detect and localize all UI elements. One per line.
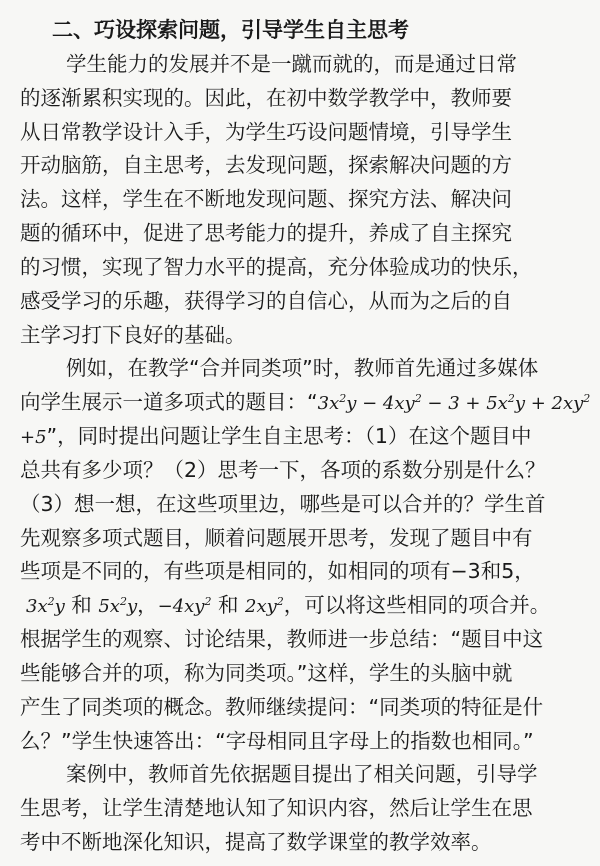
p1-line-5: 法。这样，学生在不断地发现问题、探究方法、解决问 xyxy=(20,187,512,211)
section-title: 二、巧设探索问题，引导学生自主思考 xyxy=(52,18,409,42)
p2-line-7: 些项是不同的，有些项是相同的，如相同的项有−3和5， xyxy=(20,559,535,583)
polynomial-expression: $3x^2y - 4xy^2 - 3 + 5x^2y + 2xy^2$ xyxy=(317,392,591,414)
p2-line-10: 些能够合并的项，称为同类项。”这样，学生的头脑中就 xyxy=(20,661,513,685)
p1-line-1: 学生能力的发展并不是一蹴而就的，而是通过日常 xyxy=(66,52,517,76)
p3-line-1: 案例中，教师首先依据题目提出了相关问题，引导学 xyxy=(66,762,538,786)
p2-line-11: 产生了同类项的概念。教师继续提问：“同类项的特征是什 xyxy=(20,695,544,719)
polynomial-tail: +5 xyxy=(20,427,47,448)
p1-line-7: 的习惯，实现了智力水平的提高，充分体验成功的快乐， xyxy=(20,255,533,279)
p1-line-4: 开动脑筋，自主思考，去发现问题，探索解决问题的方 xyxy=(20,153,512,177)
p2-line-8 xyxy=(26,591,550,621)
p2-line-4: 总共有多少项？（2）思考一下，各项的系数分别是什么？ xyxy=(20,458,546,482)
p2-line-5: （3）想一想，在这些项里边，哪些是可以合并的？学生首 xyxy=(20,492,546,516)
p1-line-8: 感受学习的乐趣，获得学习的自信心，从而为之后的自 xyxy=(20,289,512,313)
p2-line-2-text: 向学生展示一道多项式的题目：“ xyxy=(20,390,318,414)
term-neg4xy2: $-4xy^2$ xyxy=(157,595,212,617)
separator-comma: ， xyxy=(137,593,158,617)
p1-line-6: 题的循环中，促进了思考能力的提升，养成了自主探究 xyxy=(20,221,512,245)
term-3x2y: $3x^2y$ xyxy=(26,595,65,617)
p2-line-12: 么？”学生快速答出：“字母相同且字母上的指数也相同。” xyxy=(20,729,534,753)
p2-line-1: 例如，在教学“合并同类项”时，教师首先通过多媒体 xyxy=(66,356,539,380)
p2-line-8-text: ，可以将这些相同的项合并。 xyxy=(283,593,551,617)
term-5x2y: $5x^2y$ xyxy=(98,595,138,617)
p2-line-3-text: ”，同时提出问题让学生自主思考：（1）在这个题目中 xyxy=(46,424,532,448)
term-2xy2: $2xy^2$ xyxy=(245,595,284,617)
p1-line-9: 主学习打下良好的基础。 xyxy=(20,323,246,347)
p1-line-2: 的逐渐累积实现的。因此，在初中数学教学中，教师要 xyxy=(20,86,512,110)
p3-line-2: 生思考，让学生清楚地认知了知识内容，然后让学生在思 xyxy=(20,796,533,820)
and-text-2: 和 xyxy=(211,593,246,617)
p2-line-3 xyxy=(20,422,531,452)
p1-line-3: 从日常教学设计入手，为学生巧设问题情境，引导学生 xyxy=(20,120,512,144)
and-text-1: 和 xyxy=(64,593,99,617)
p2-line-9: 根据学生的观察、讨论结果，教师进一步总结：“题目中这 xyxy=(20,627,544,651)
p2-line-6: 先观察多项式题目，顺着问题展开思考，发现了题目中有 xyxy=(20,526,533,550)
p3-line-3: 考中不断地深化知识，提高了数学课堂的教学效率。 xyxy=(20,830,492,854)
p2-line-2 xyxy=(20,388,590,418)
